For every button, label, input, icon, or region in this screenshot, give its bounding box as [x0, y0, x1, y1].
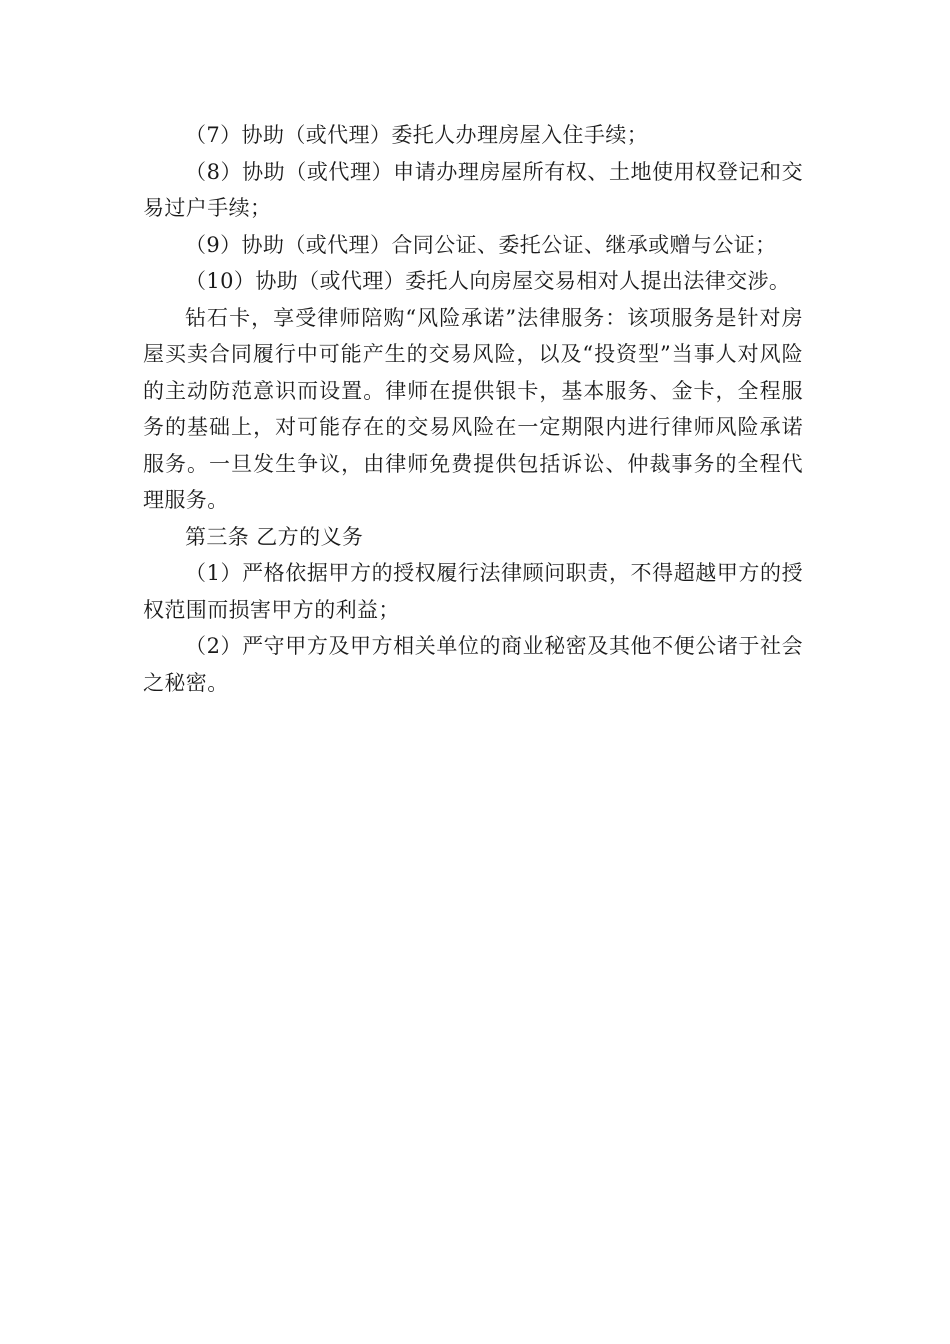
paragraph-item-8: （8）协助（或代理）申请办理房屋所有权、土地使用权登记和交易过户手续； — [143, 159, 803, 220]
paragraph-obligation-1: （1）严格依据甲方的授权履行法律顾问职责，不得超越甲方的授权范围而损害甲方的利益； — [143, 561, 803, 622]
paragraph-item-9: （9）协助（或代理）合同公证、委托公证、继承或赠与公证； — [185, 232, 777, 257]
article-heading: 第三条 乙方的义务 — [185, 524, 364, 549]
document-body — [143, 117, 803, 701]
paragraph-item-10: （10）协助（或代理）委托人向房屋交易相对人提出法律交涉。 — [185, 269, 791, 293]
paragraph-obligation-2: （2）严守甲方及甲方相关单位的商业秘密及其他不便公诸于社会之秘密。 — [143, 634, 803, 695]
paragraph-item-7: （7）协助（或代理）委托人办理房屋入住手续； — [185, 123, 649, 147]
paragraph-diamond-card: 钻石卡，享受律师陪购“风险承诺”法律服务：该项服务是针对房屋买卖合同履行中可能产生的交易风险，以及“投资型”当事人对风险的主动防范意识而设置。律师在提供银卡，基本服务、金卡，全程服务的基础上，对可能存在的交易风险在一定期限内进行律师风险承诺服务。一旦发生争议，由律师免费提供包括诉讼、仲裁事务的全程代理服务。 — [143, 305, 803, 512]
